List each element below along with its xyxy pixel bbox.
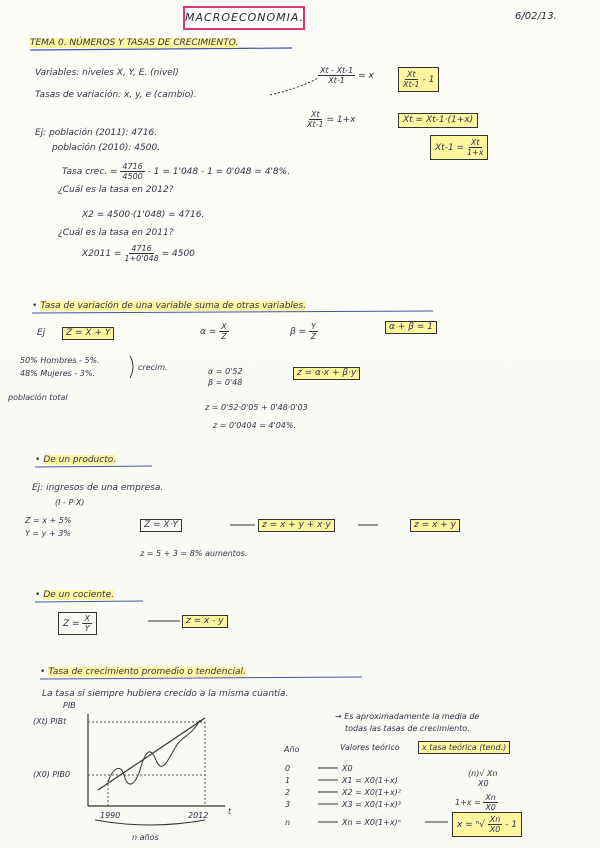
table-row: X3 = X0(1+x)³ — [342, 800, 401, 809]
formula-rate-def: $\frac{Xt - Xt-1}{Xt-1}$ = x — [320, 66, 374, 85]
graph-label: (X0) PIB0 — [33, 770, 71, 779]
heading-underline — [35, 601, 143, 602]
table-row: 1 — [285, 776, 291, 785]
growth-graph — [88, 714, 225, 825]
brace-icon — [130, 356, 133, 378]
table-header: Año — [284, 745, 300, 754]
graph-label: (Xt) PIBt — [33, 717, 67, 726]
text-line: z = 0'52·0'05 + 0'48·0'03 — [205, 403, 308, 412]
date: 6/02/13. — [515, 11, 557, 22]
text-line: 50% Hombres - 5%. — [20, 356, 100, 365]
text-line: → Es aproximadamente la media de — [335, 712, 480, 721]
text-line: z = 5 + 3 = 8% aumentos. — [140, 549, 248, 558]
highlighted-formula: z = x - y — [182, 615, 228, 628]
highlighted-formula: Z = X + Y — [62, 327, 114, 340]
text-line: todas las tasas de crecimiento. — [345, 724, 470, 733]
derivation-line: X0 — [478, 779, 489, 788]
table-row: Xn = X0(1+x)ⁿ — [342, 818, 401, 827]
text-line: crecim. — [138, 363, 168, 372]
text-line: X2 = 4500·(1'048) = 4716. — [82, 210, 205, 220]
derivation-line: 1+x = $\frac{Xn}{X0}$ — [455, 793, 496, 812]
text-line: Ej: ingresos de una empresa. — [32, 483, 164, 493]
formula-line: Tasa crec. = $\frac{4716}{4500}$ - 1 = 1'048 - 1 = 0'048 = 4'8%. — [62, 162, 291, 181]
graph-label: 1990 — [100, 811, 121, 820]
highlighted-formula: z = α·x + β·y — [293, 367, 360, 380]
table-row: X0 — [342, 764, 353, 773]
table-row: 3 — [285, 800, 291, 809]
text-line: α = 0'52 — [208, 367, 243, 376]
section-heading: • Tasa de crecimiento promedio o tendencial. — [40, 667, 246, 678]
graph-label: t — [228, 807, 232, 816]
table-header: x tasa teórica (tend.) — [418, 741, 510, 754]
text-line: ¿Cuál es la tasa en 2012? — [58, 185, 174, 195]
derivation-line: (n)√ Xn — [468, 769, 498, 778]
text-line: La tasa si siempre hubiera crecido a la misma cuantía. — [42, 689, 289, 699]
table-row: 0 — [285, 764, 291, 773]
table-row: n — [285, 818, 291, 827]
arrow-icon — [270, 78, 318, 95]
table-row: 2 — [285, 788, 291, 797]
section-heading: TEMA 0. NÚMEROS Y TASAS DE CRECIMIENTO. — [30, 38, 239, 48]
heading-underline — [35, 466, 152, 467]
highlighted-formula: Xt = Xt-1·(1+x) — [398, 113, 478, 128]
section-heading: • De un producto. — [35, 455, 116, 466]
page-title: MACROECONOMIA. — [183, 6, 305, 30]
text-line: Ej — [37, 328, 46, 338]
formula-ratio: $\frac{Xt}{Xt-1}$ = 1+x — [307, 110, 356, 129]
text-line: 48% Mujeres - 3%. — [20, 369, 96, 378]
text-line: β = 0'48 — [208, 378, 243, 387]
formula-box: Z = $\frac{X}{Y}$ — [58, 612, 97, 635]
table-row: X1 = X0(1+x) — [342, 776, 398, 785]
text-line: Y = y + 3% — [25, 529, 71, 538]
highlighted-formula: x = ⁿ√ $\frac{Xn}{X0}$ - 1 — [452, 812, 522, 837]
highlighted-formula: $\frac{Xt}{Xt-1}$ - 1 — [398, 67, 439, 92]
text-line: población total — [8, 393, 68, 402]
section-heading: • De un cociente. — [35, 590, 114, 601]
highlighted-formula: Xt-1 = $\frac{Xt}{1+x}$ — [430, 135, 488, 160]
text-line: Variables: niveles X, Y, E. (nivel) — [35, 68, 179, 78]
table-row: X2 = X0(1+x)² — [342, 788, 401, 797]
highlighted-formula: z = x + y + x·y — [258, 519, 335, 532]
highlighted-formula: α + β = 1 — [385, 321, 437, 334]
text-line: z = 0'0404 = 4'04%. — [213, 421, 297, 430]
text-line: población (2010): 4500. — [52, 143, 161, 153]
section-heading: • Tasa de variación de una variable suma de otras variables. — [32, 301, 306, 312]
graph-label: n años — [132, 833, 159, 842]
graph-label: PIB — [63, 701, 76, 710]
formula-alpha: α = $\frac{X}{Z}$ — [200, 322, 227, 341]
text-line: Tasas de variación: x, y, e (cambio). — [35, 90, 197, 100]
formula-box: Z = X·Y — [140, 519, 182, 532]
formula-beta: β = $\frac{Y}{Z}$ — [290, 322, 317, 341]
text-line: Ej: población (2011): 4716. — [35, 128, 158, 138]
table-header: Valores teórico — [340, 743, 400, 752]
text-line: ¿Cuál es la tasa en 2011? — [58, 228, 174, 238]
graph-label: 2012 — [188, 811, 209, 820]
text-line: (I - P·X) — [55, 498, 85, 507]
text-line: Z = x + 5% — [25, 516, 72, 525]
formula-line: X2011 = $\frac{4716}{1+0'048}$ = 4500 — [82, 244, 195, 263]
highlighted-formula: z = x + y — [410, 519, 460, 532]
